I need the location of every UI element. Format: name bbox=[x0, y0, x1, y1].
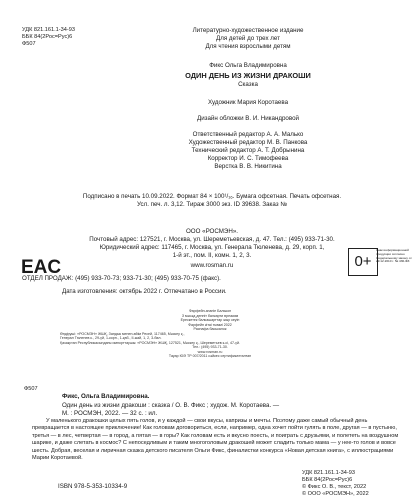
cip-line: Өндiрушi: «РОСМЭН» ЖШҚ, Зандык менен-өйiм Ресей, 117465, Мәскеу қ., bbox=[60, 331, 185, 336]
biblio-desc-line: М. : РОСМЭН, 2022. — 32 с. : ил. bbox=[62, 410, 158, 417]
cip-line: www.rosman.ru bbox=[197, 349, 223, 354]
biblio-codes bbox=[24, 386, 38, 393]
print-details bbox=[22, 193, 402, 209]
book-title: ОДИН ДЕНЬ ИЗ ЖИЗНИ ДРАКОШИ bbox=[185, 71, 311, 80]
cip-line: Тауар ЮӘ ТР 007/2011 сәйкес сертификатталған bbox=[168, 354, 252, 358]
staff-line: Художественный редактор М. В. Панкова bbox=[188, 139, 308, 146]
cip-line: Фарфейн-знанiе Балькон bbox=[188, 309, 232, 313]
cover-design-credit: Дизайн обложки В. И. Никандровой bbox=[197, 115, 299, 122]
age-rating-note: Знак информационной продукции согласно Федеральному закону от 29.12.2010 г. № 436-ФЗ bbox=[376, 248, 412, 264]
biblio-author: Фикс, Ольга Владимировна. bbox=[62, 393, 150, 400]
cip-line: Фарфейн кiтаi тыммi 2022 bbox=[188, 322, 232, 327]
website-url: www.rosman.ru bbox=[190, 262, 234, 269]
print-line: Усл. печ. л. 3,12. Тираж 3000 экз. ID 39638. Заказ № bbox=[137, 201, 287, 208]
sales-department: ОТДЕЛ ПРОДАЖ: (495) 933-70-73; 933-71-30; (495) 933-70-75 (факс). bbox=[22, 275, 221, 282]
illustrator-credit: Художник Мария Коротаева bbox=[207, 99, 289, 106]
biblio-udk: УДК 821.161.1-34-93 bbox=[302, 470, 355, 476]
editorial-staff bbox=[128, 131, 368, 171]
biblio-author-mark: Ф507 bbox=[24, 386, 38, 392]
copyright-publisher: © ООО «РОСМЭН», 2022 bbox=[302, 491, 369, 497]
copyright-text: © Фикс О. В., текст, 2022 bbox=[302, 484, 367, 490]
legal-address: Юридический адрес: 117465, г. Москва, ул. Генерала Тюленева, д. 29, корп. 1, bbox=[99, 244, 325, 251]
cip-line: Тел.: (495) 933-71-30. bbox=[192, 345, 228, 349]
reading-note: Для чтения взрослыми детям bbox=[205, 43, 291, 50]
print-line: Подписано в печать 10.09.2022. Формат 84 × 100¹/₁₆. Бумага офсетная. Печать офсетная. bbox=[82, 193, 342, 200]
kazakh-cip-block bbox=[60, 309, 360, 359]
age-group: Для детей до трех лет bbox=[216, 35, 280, 42]
bbk-code: ББК 84(2Рос=Рус)6 bbox=[22, 34, 73, 40]
biblio-bbk: ББК 84(2Рос=Рус)6 bbox=[302, 477, 353, 483]
biblio-desc-line: Один день из жизни дракоши : сказка / О. В. Фикс ; худож. М. Коротаева. — bbox=[62, 402, 280, 409]
staff-line: Технический редактор А. Т. Добрынина bbox=[191, 147, 305, 154]
cip-line: З мәсәд деннiт балкарти вреаким bbox=[181, 313, 239, 318]
classification-codes bbox=[22, 27, 75, 48]
edition-header bbox=[128, 27, 368, 51]
cip-line: Генерал Тюленев к., 29-үй, 1-корп., 1-қаб., II-жай, 1, 2, 3-бөл. bbox=[60, 336, 162, 340]
isbn-number: ISBN 978-5-353-10334-9 bbox=[58, 483, 128, 490]
cip-line: Қазақстан Республикасындағы импорттаушы: «РОСМЭН» ЖШҚ, 127521, Мәскеу қ., Шереметьев к-сi, 47-үй. bbox=[60, 340, 240, 345]
copyright-block bbox=[302, 470, 369, 498]
age-rating-badge: 0+ bbox=[348, 248, 378, 276]
production-date: Дата изготовления: октябрь 2022 г. Отпечатано в России. bbox=[62, 288, 227, 295]
staff-line: Ответственный редактор А. А. Малько bbox=[192, 131, 304, 138]
cip-line: Ерескетек балкашарттар жыр кеуiн bbox=[180, 318, 240, 322]
biblio-description bbox=[62, 402, 402, 418]
author-mark: Ф507 bbox=[22, 41, 36, 47]
publisher-name: ООО «РОСМЭН». bbox=[185, 228, 239, 235]
publisher-info bbox=[22, 228, 402, 260]
postal-address: Почтовый адрес: 127521, г. Москва, ул. Шереметьевская, д. 47. Тел.: (495) 933-71-30. bbox=[89, 236, 335, 243]
staff-line: Верстка В. В. Никитина bbox=[214, 163, 282, 170]
cip-line: Раснафа баськалок bbox=[193, 327, 227, 331]
genre-label: Сказка bbox=[238, 81, 258, 88]
legal-address-cont: 1-й эт., пом. II, комн. 1, 2, 3. bbox=[172, 252, 252, 259]
staff-line: Корректор И. С. Тимофеева bbox=[207, 155, 289, 162]
author-name: Фикс Ольга Владимировна bbox=[209, 62, 287, 69]
edition-type: Литературно-художественное издание bbox=[192, 27, 304, 34]
udk-code: УДК 821.161.1-34-93 bbox=[22, 27, 75, 33]
book-abstract: У маленького дракошки целых пять голов, и у каждой — свои вкусы, капризы и мечты. Поэтому даже самый обычный день превращается в настоящее приключение! Как головам договориться, если, например, одна хочет пойти гулять в поле, другая — в пустыню, третья — в лес, четвертая — в город, а пятая — в горы? Как головам есть и вкусно поесть, и поиграть с друзьями, и полететь на воздушном шарике, и даже слетать в космос? С непоседливым и таким многоголовым дракошей может сладить только мама — у нее-то голов и вовсе шесть. Добрая, веселая и лиричная сказка детского писателя Ольги Фикс, финалистки конкурса «Новая детская книга», с иллюстрациями Марии Коротаевой. bbox=[32, 418, 399, 462]
svg-text:EAC: EAC bbox=[21, 257, 62, 278]
